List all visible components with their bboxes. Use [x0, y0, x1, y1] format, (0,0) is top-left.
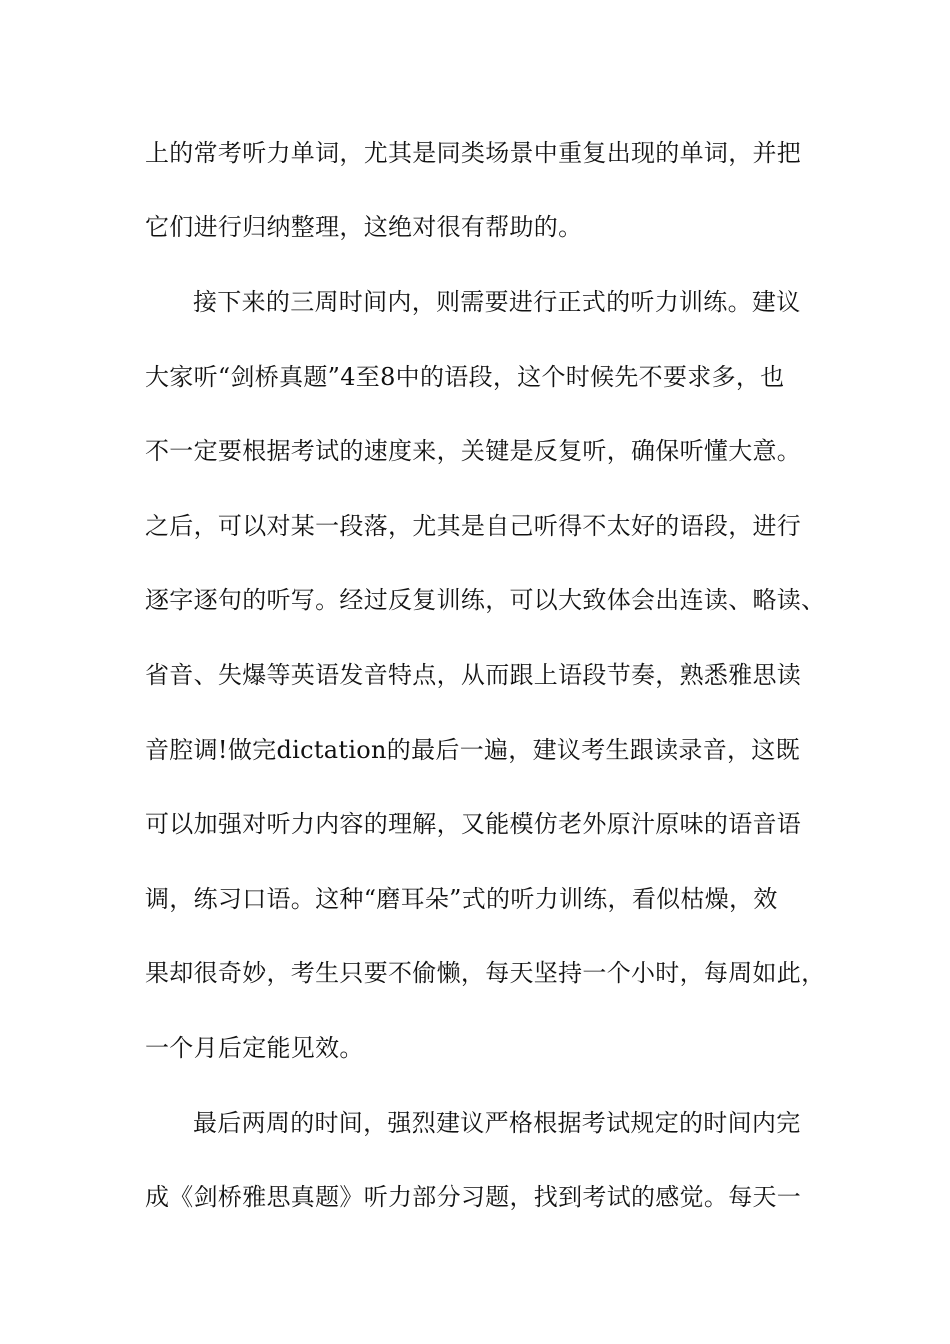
text-line-2: 它们进行归纳整理，这绝对很有帮助的。 — [145, 213, 583, 241]
text-line-10: 可以加强对听力内容的理解，又能模仿老外原汁原味的语音语 — [145, 810, 802, 838]
paragraph-2-first-line: 接下来的三周时间内，则需要进行正式的听力训练。建议 — [193, 288, 801, 316]
text-line-8: 省音、失爆等英语发音特点，从而跟上语段节奏，熟悉雅思读 — [145, 661, 802, 689]
text-line-7: 逐字逐句的听写。经过反复训练，可以大致体会出连读、略读、 — [145, 586, 826, 614]
text-line-13: 一个月后定能见效。 — [145, 1034, 364, 1062]
text-line-1: 上的常考听力单词，尤其是同类场景中重复出现的单词，并把 — [145, 139, 802, 167]
paragraph-3-first-line: 最后两周的时间，强烈建议严格根据考试规定的时间内完 — [193, 1109, 801, 1137]
text-line-5: 不一定要根据考试的速度来，关键是反复听，确保听懂大意。 — [145, 437, 802, 465]
text-line-4: 大家听“剑桥真题”4至8中的语段，这个时候先不要求多，也 — [145, 363, 785, 391]
text-line-12: 果却很奇妙，考生只要不偷懒，每天坚持一个小时，每周如此， — [145, 959, 826, 987]
text-line-11: 调，练习口语。这种“磨耳朵”式的听力训练，看似枯燥，效 — [145, 885, 778, 913]
text-line-6: 之后，可以对某一段落，尤其是自己听得不太好的语段，进行 — [145, 512, 802, 540]
text-line-9: 音腔调!做完dictation的最后一遍，建议考生跟读录音，这既 — [145, 736, 800, 764]
text-line-15: 成《剑桥雅思真题》听力部分习题，找到考试的感觉。每天一 — [145, 1183, 802, 1211]
